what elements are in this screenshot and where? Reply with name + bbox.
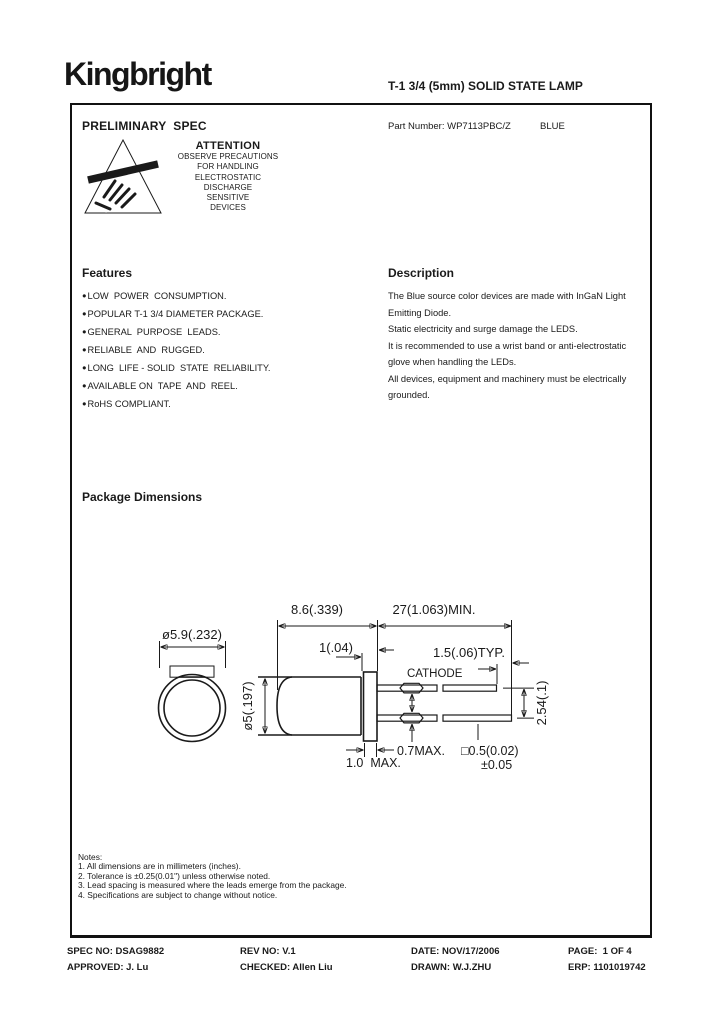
note-line: 2. Tolerance is ±0.25(0.01") unless otherwise noted. — [78, 870, 271, 881]
description-line: glove when handling the LEDs. — [388, 357, 517, 367]
footer-cell: PAGE: 1 OF 4 — [568, 946, 632, 957]
note-line: 3. Lead spacing is measured where the leads emerge from the package. — [78, 880, 347, 890]
dim-lead-tip: 1.5(.06)TYP. — [433, 645, 506, 660]
feature-item: ● POPULAR T-1 3/4 DIAMETER PACKAGE. — [82, 305, 382, 323]
dim-crimp: 0.7MAX. — [397, 744, 445, 758]
attention-block — [160, 140, 296, 214]
footer-cell: DATE: NOV/17/2006 — [411, 946, 500, 957]
led-side-view — [240, 602, 549, 772]
footer-cell: CHECKED: Allen Liu — [240, 962, 333, 973]
note-line: 1. All dimensions are in millimeters (inches). — [78, 861, 241, 871]
led-color-label: BLUE — [540, 121, 565, 132]
feature-item: ● GENERAL PURPOSE LEADS. — [82, 323, 382, 341]
footer-row-2 — [67, 962, 646, 973]
description-line: grounded. — [388, 390, 430, 400]
esd-warning-icon — [84, 139, 162, 215]
main-border-box — [70, 103, 652, 938]
description-line: It is recommended to use a wrist band or anti-electrostatic — [388, 340, 627, 351]
description-line: Static electricity and surge damage the LEDS. — [388, 324, 578, 334]
attention-line: FOR HANDLING — [197, 162, 259, 172]
feature-item: ● LOW POWER CONSUMPTION. — [82, 287, 382, 305]
description-heading: Description — [388, 266, 455, 280]
features-heading: Features — [82, 266, 133, 280]
footer-row-1 — [67, 946, 632, 957]
feature-item: ● RoHS COMPLIANT. — [82, 395, 382, 413]
attention-line: DEVICES — [210, 203, 246, 213]
feature-item: ● LONG LIFE - SOLID STATE RELIABILITY. — [82, 359, 382, 377]
footer-cell: ERP: 1101019742 — [568, 962, 646, 973]
note-line: 4. Specifications are subject to change without notice. — [78, 889, 278, 900]
cathode-label: CATHODE — [407, 668, 463, 680]
feature-item: ● AVAILABLE ON TAPE AND REEL. — [82, 377, 382, 395]
attention-line: SENSITIVE — [206, 193, 250, 203]
dim-lead-square: □0.5(0.02) — [461, 744, 519, 758]
dim-body-length: 8.6(.339) — [290, 602, 344, 617]
attention-line: DISCHARGE — [203, 182, 253, 192]
attention-lines — [160, 152, 296, 214]
description-line: All devices, equipment and machinery must be electrically — [388, 373, 627, 384]
footer-cell: APPROVED: J. Lu — [67, 962, 149, 973]
part-number: Part Number: WP7113PBC/Z — [388, 121, 511, 132]
description-text — [388, 288, 648, 404]
kingbright-logo: Kingbright — [64, 56, 211, 92]
attention-title: ATTENTION — [195, 140, 261, 152]
document-title: T-1 3/4 (5mm) SOLID STATE LAMP — [388, 79, 583, 93]
dim-lead-square-tol: ±0.05 — [481, 758, 513, 772]
footer-cell: DRAWN: W.J.ZHU — [411, 962, 492, 973]
package-dimensions-heading: Package Dimensions — [82, 490, 203, 504]
footer-cell: REV NO: V.1 — [240, 946, 296, 957]
led-top-view — [159, 627, 226, 742]
dim-standoff: 1.0 MAX. — [346, 756, 401, 770]
feature-item: ● RELIABLE AND RUGGED. — [82, 341, 382, 359]
spec-type-label: PRELIMINARY SPEC — [82, 119, 207, 133]
dim-lead-length: 27(1.063)MIN. — [392, 602, 476, 617]
footer-cell: SPEC NO: DSAG9882 — [67, 946, 165, 957]
dimension-diagram — [140, 578, 670, 793]
notes-list — [78, 862, 347, 900]
dim-lead-pitch: 2.54(.1) — [534, 680, 549, 726]
description-line: Emitting Diode. — [388, 307, 452, 318]
dim-flange-thickness: 1(.04) — [319, 640, 353, 655]
attention-line: OBSERVE PRECAUTIONS — [177, 152, 279, 161]
dim-body-diameter: ø5(.197) — [240, 681, 255, 731]
attention-line: ELECTROSTATIC — [194, 172, 262, 182]
notes-block — [78, 852, 347, 900]
description-line: The Blue source color devices are made with InGaN Light — [388, 291, 626, 301]
dim-outer-diameter: ø5.9(.232) — [162, 627, 222, 642]
features-list — [82, 287, 382, 413]
notes-heading: Notes: — [78, 852, 103, 862]
